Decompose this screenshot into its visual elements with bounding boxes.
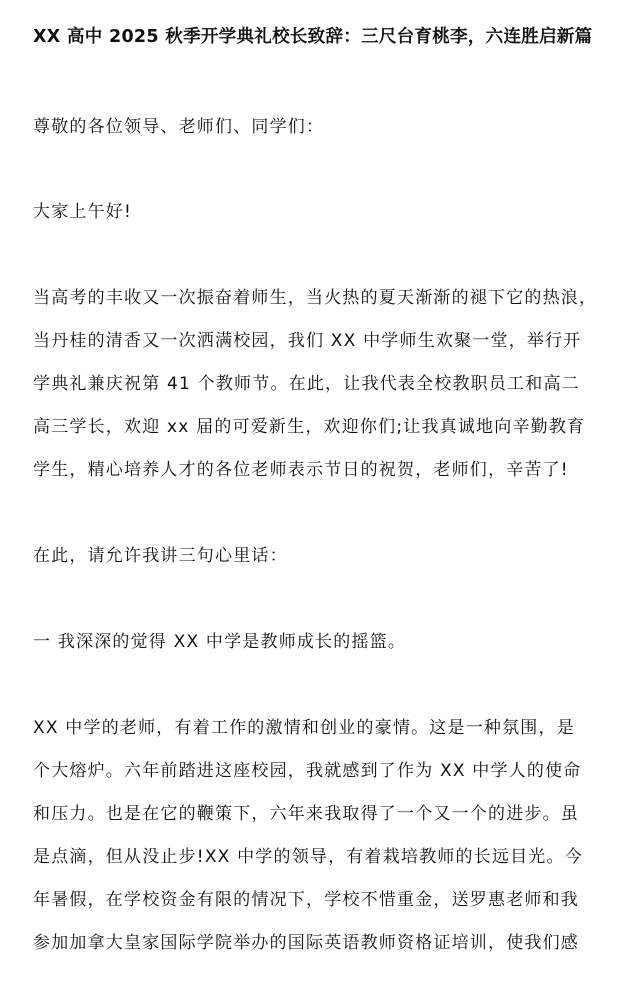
paragraph-2-line: 是点滴，但从没止步!XX 中学的领导，有着栽培教师的长远目光。今 (33, 847, 583, 867)
paragraph-1-line: 当高考的丰收又一次振奋着师生，当火热的夏天渐渐的褪下它的热浪， (33, 288, 598, 308)
paragraph-2-line: 和压力。也是在它的鞭策下，六年来我取得了一个又一个的进步。虽 (33, 804, 579, 824)
point-one-heading: 一 我深深的觉得 XX 中学是教师成长的摇篮。 (33, 632, 407, 652)
greeting: 大家上午好! (33, 202, 133, 222)
paragraph-1-line: 学生，精心培养人才的各位老师表示节日的祝贺，老师们，辛苦了! (33, 460, 569, 480)
paragraph-2-line: 个大熔炉。六年前踏进这座校园，我就感到了作为 XX 中学人的使命 (33, 761, 582, 781)
paragraph-1-line: 学典礼兼庆祝第 41 个教师节。在此，让我代表全校教职员工和高二 (33, 374, 580, 394)
paragraph-2-line: 参加加拿大皇家国际学院举办的国际英语教师资格证培训，使我们感 (33, 933, 579, 953)
paragraph-1-line: 高三学长，欢迎 xx 届的可爱新生，欢迎你们;让我真诚地向辛勤教育 (33, 417, 586, 437)
salutation: 尊敬的各位领导、老师们、同学们： (33, 117, 325, 137)
intro-text: 在此，请允许我讲三句心里话： (33, 546, 288, 566)
document-title: XX 高中 2025 秋季开学典礼校长致辞：三尺台育桃李，六连胜启新篇 (33, 27, 593, 47)
paragraph-1-line: 当丹桂的清香又一次洒满校园，我们 XX 中学师生欢聚一堂，举行开 (33, 331, 582, 351)
paragraph-2-line: 年暑假，在学校资金有限的情况下，学校不惜重金，送罗惠老师和我 (33, 890, 579, 910)
paragraph-2-line: XX 中学的老师，有着工作的激情和创业的豪情。这是一种氛围，是 (33, 718, 575, 738)
